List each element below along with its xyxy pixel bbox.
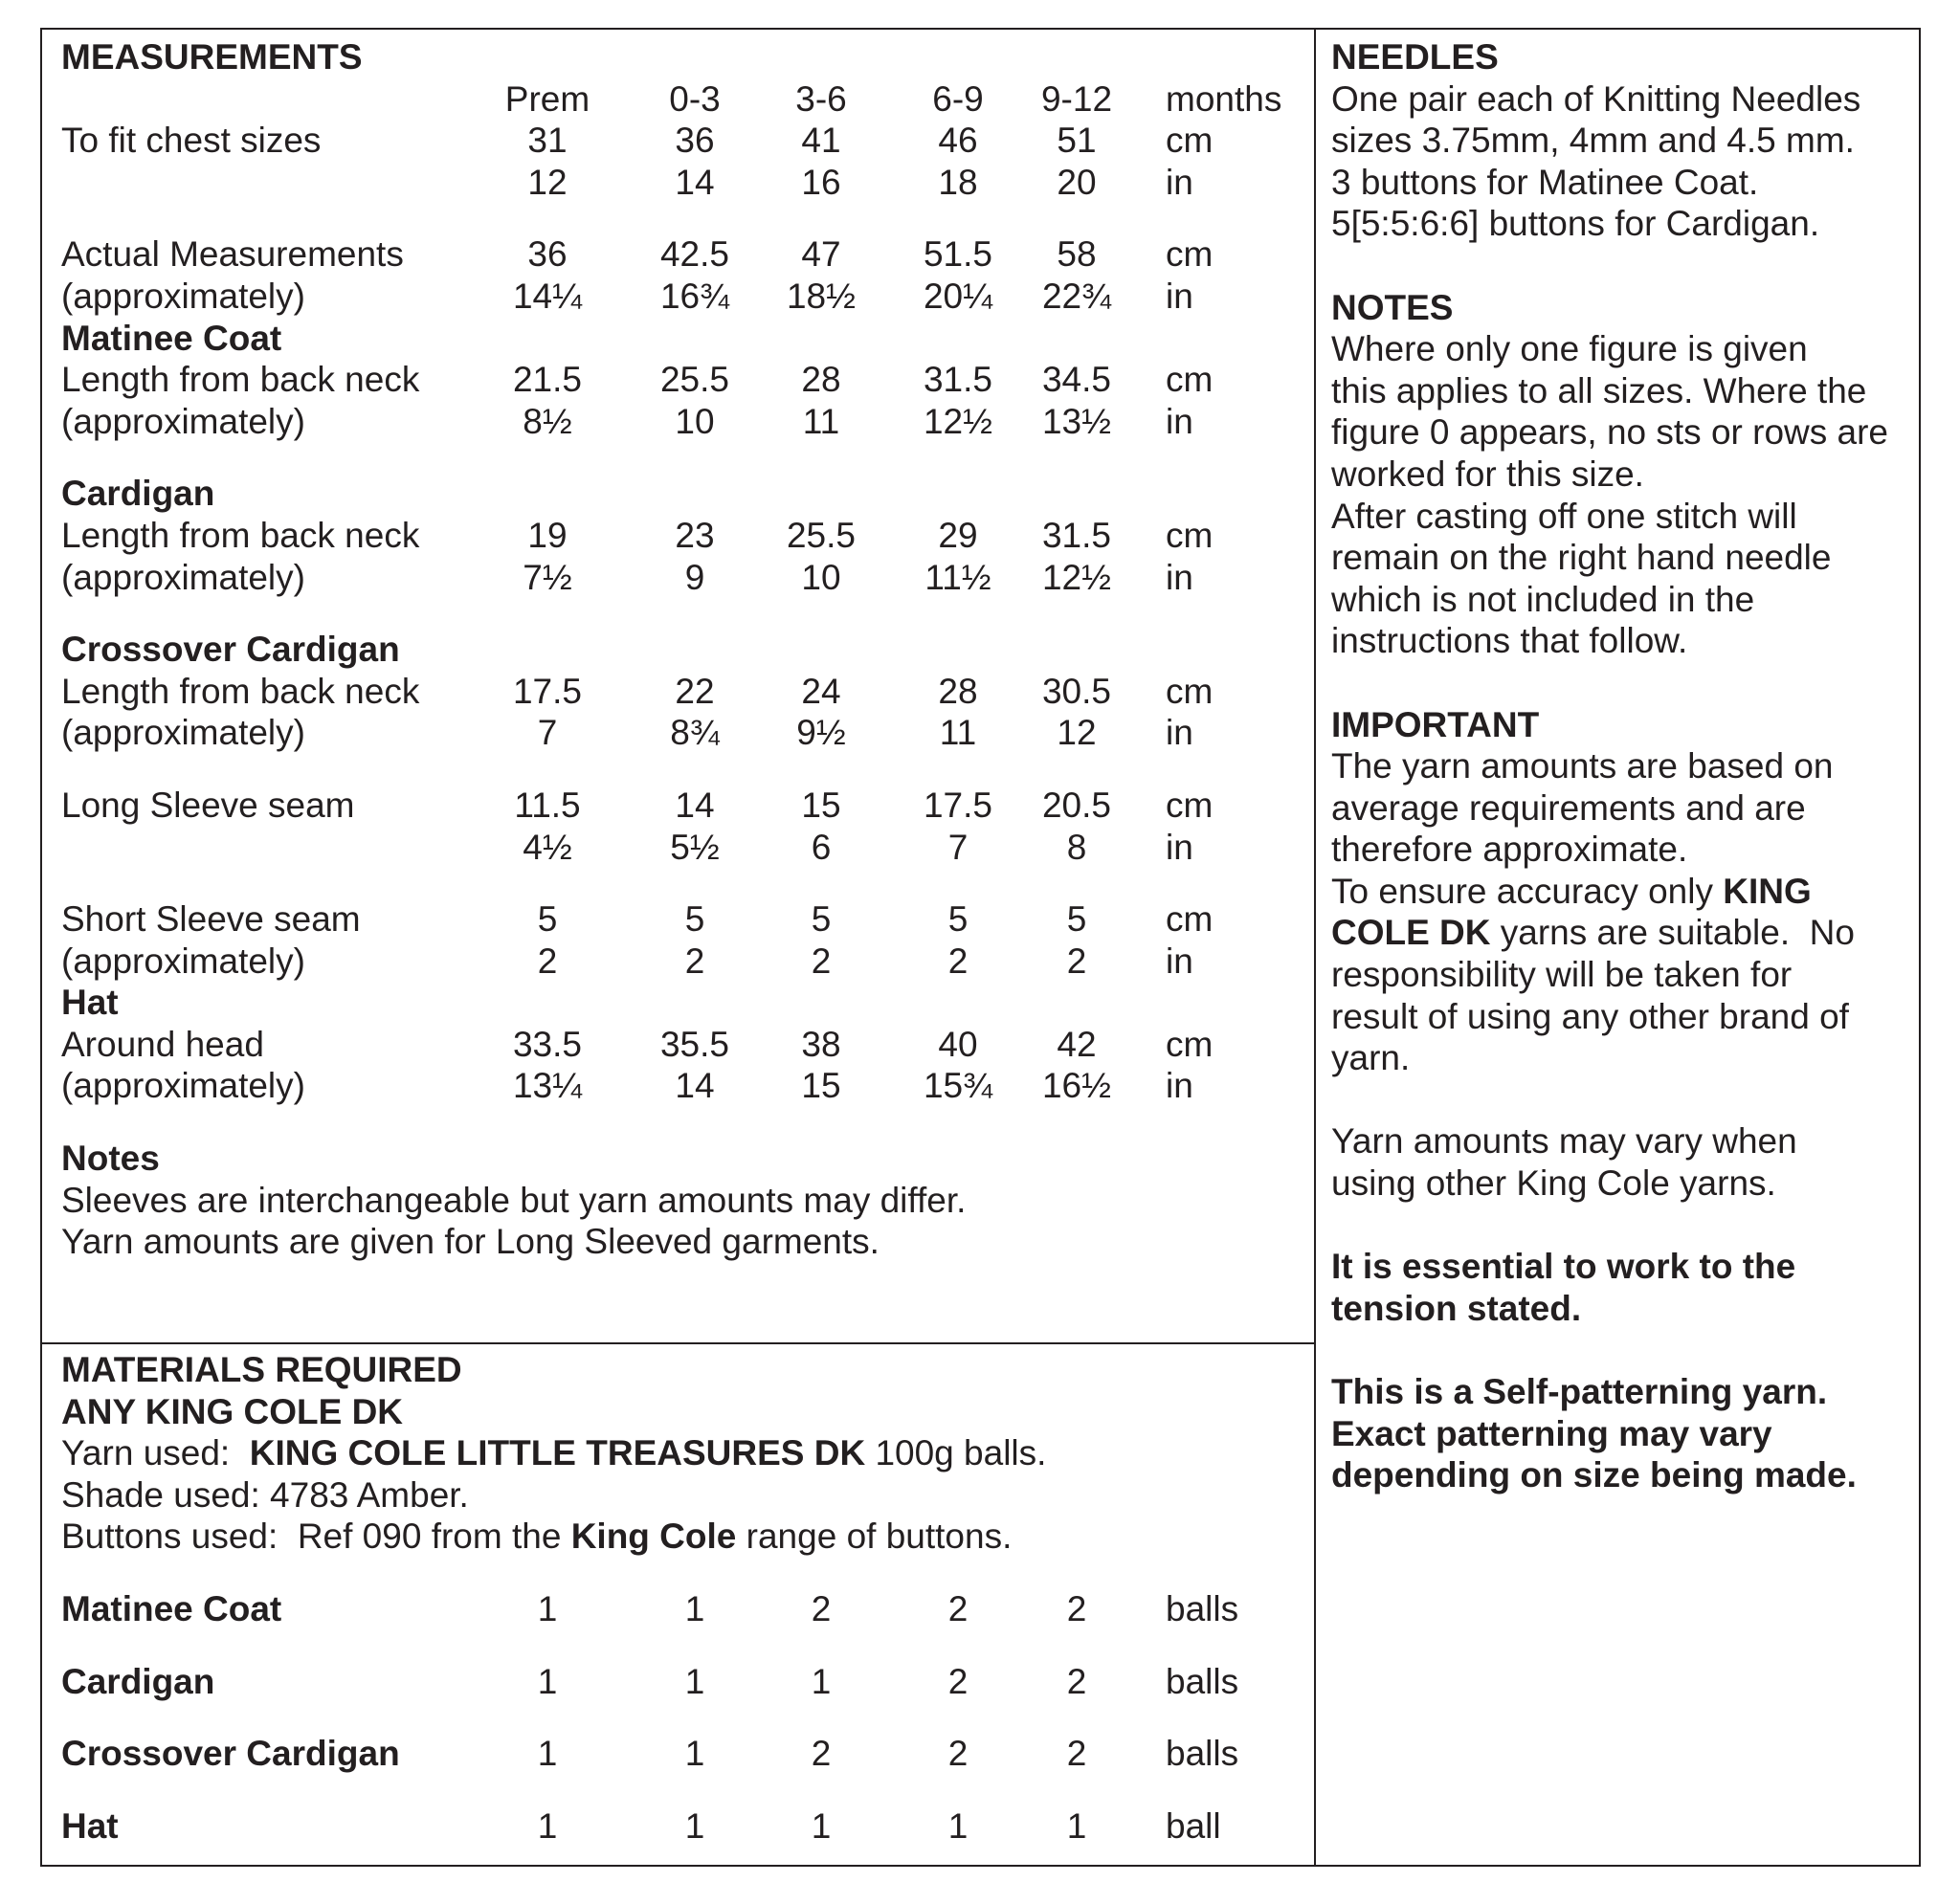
measurement-row [61, 785, 1305, 827]
row-label: Length from back neck [61, 360, 420, 400]
measurement-row [61, 120, 1305, 162]
size-value: 21.5 [512, 360, 582, 400]
row-unit: cm [1166, 671, 1214, 711]
size-value: 6 [811, 827, 832, 867]
tension-line: It is essential to work to the [1331, 1247, 1796, 1287]
size-value: 2 [1066, 941, 1087, 981]
size-value: 7 [537, 713, 558, 753]
measurements-section [61, 36, 1305, 1263]
size-value: 2 [811, 1734, 832, 1774]
block-spacer [61, 598, 1305, 629]
size-value: 1 [684, 1588, 705, 1628]
size-value: 9 [684, 557, 705, 597]
needles-line: sizes 3.75mm, 4mm and 4.5 mm. [1331, 121, 1855, 161]
size-value: 15¾ [923, 1066, 992, 1106]
yarn-amount-row [61, 1588, 1305, 1630]
row-label: Length from back neck [61, 515, 420, 555]
row-label: Length from back neck [61, 671, 420, 711]
size-value: 2 [811, 1588, 832, 1628]
row-label: Around head [61, 1024, 264, 1064]
size-header-row [61, 78, 1305, 121]
size-value: 41 [801, 121, 841, 161]
size-value: 31 [527, 121, 568, 161]
size-value: 1 [684, 1661, 705, 1701]
yarn-used-line [61, 1432, 1305, 1474]
measurement-row [61, 401, 1305, 443]
size-value: 20¼ [923, 276, 992, 316]
self-pattern-line: This is a Self-patterning yarn. [1331, 1372, 1828, 1411]
size-value: 14¼ [512, 276, 582, 316]
size-value: 17.5 [923, 785, 992, 825]
row-unit: in [1166, 557, 1193, 597]
size-value: 16 [801, 162, 841, 202]
measurement-row [61, 712, 1305, 754]
row-label: (approximately) [61, 713, 305, 753]
size-value: 5½ [670, 827, 720, 867]
yarn-vary-line: using other King Cole yarns. [1331, 1163, 1776, 1204]
size-value: 1 [537, 1805, 558, 1846]
size-column-header: Prem [504, 78, 590, 119]
important-heading: IMPORTANT [1331, 704, 1540, 744]
size-value: 13¼ [512, 1066, 582, 1106]
size-value: 7 [947, 827, 969, 867]
size-value: 19 [527, 515, 568, 555]
size-value: 16½ [1041, 1066, 1111, 1106]
needles-heading: NEEDLES [1331, 37, 1499, 77]
measurement-row [61, 671, 1305, 713]
important-line: average requirements and are [1331, 787, 1806, 828]
shade-used-line: Shade used: 4783 Amber. [61, 1474, 469, 1515]
size-value: 33.5 [512, 1024, 582, 1064]
size-value: 1 [947, 1805, 969, 1846]
block-title: Hat [61, 983, 119, 1023]
size-value: 25.5 [786, 515, 856, 555]
size-column-header: 3-6 [795, 78, 847, 119]
accuracy-brand-part: KING [1723, 871, 1812, 911]
size-value: 2 [947, 1734, 969, 1774]
row-label: (approximately) [61, 276, 305, 316]
row-label: (approximately) [61, 557, 305, 597]
size-value: 34.5 [1041, 360, 1111, 400]
yarn-amount-rows [61, 1558, 1305, 1847]
row-label: Crossover Cardigan [61, 1734, 400, 1774]
size-value: 10 [675, 401, 715, 441]
row-label: (approximately) [61, 401, 305, 441]
size-value: 36 [675, 121, 715, 161]
size-value: 9½ [796, 713, 846, 753]
block-spacer [61, 203, 1305, 233]
size-value: 16¾ [659, 276, 729, 316]
size-value: 1 [811, 1805, 832, 1846]
size-value: 1 [684, 1734, 705, 1774]
notes-title: Notes [61, 1139, 160, 1179]
size-value: 2 [1066, 1734, 1087, 1774]
block-title: Crossover Cardigan [61, 630, 400, 670]
self-pattern-line: Exact patterning may vary [1331, 1413, 1772, 1453]
size-value: 18½ [786, 276, 856, 316]
size-value: 58 [1057, 234, 1097, 275]
row-label: To fit chest sizes [61, 121, 322, 161]
size-value: 2 [811, 941, 832, 981]
important-line: result of using any other brand of [1331, 996, 1849, 1036]
size-value: 51 [1057, 121, 1097, 161]
materials-section [61, 1349, 1305, 1847]
size-value: 31.5 [923, 360, 992, 400]
notes-line: Yarn amounts are given for Long Sleeved garments. [61, 1222, 880, 1262]
size-value: 2 [684, 941, 705, 981]
accuracy-prefix: To ensure accuracy only [1331, 871, 1724, 911]
row-unit: in [1166, 401, 1193, 441]
size-value: 12 [1057, 713, 1097, 753]
notes-text-line: figure 0 appears, no sts or rows are [1331, 412, 1889, 453]
size-value: 2 [947, 941, 969, 981]
size-value: 51.5 [923, 234, 992, 275]
measurement-row [61, 1065, 1305, 1107]
buttons-used-prefix: Buttons used: Ref 090 from the [61, 1517, 571, 1557]
yarn-used-suffix: 100g balls. [865, 1433, 1047, 1473]
size-value: 14 [675, 785, 715, 825]
row-label: Short Sleeve seam [61, 899, 361, 940]
important-line: therefore approximate. [1331, 830, 1688, 870]
notes-text-line: this applies to all sizes. Where the [1331, 370, 1867, 410]
row-unit: ball [1166, 1805, 1221, 1846]
row-unit: in [1166, 827, 1193, 867]
block-title: Matinee Coat [61, 318, 282, 358]
yarn-used-name: KING COLE LITTLE TREASURES DK [249, 1433, 866, 1473]
notes-heading: NOTES [1331, 287, 1454, 327]
section-divider [40, 1342, 1316, 1344]
yarn-amount-row [61, 1805, 1305, 1848]
size-unit-header: months [1166, 78, 1282, 119]
size-value: 20.5 [1041, 785, 1111, 825]
size-value: 5 [1066, 899, 1087, 940]
row-label: (approximately) [61, 941, 305, 981]
important-line: The yarn amounts are based on [1331, 746, 1834, 786]
row-label: Matinee Coat [61, 1588, 282, 1628]
size-value: 47 [801, 234, 841, 275]
important-line: yarn. [1331, 1038, 1411, 1078]
size-value: 10 [801, 557, 841, 597]
row-label: (approximately) [61, 1066, 305, 1106]
size-value: 17.5 [512, 671, 582, 711]
tension-line: tension stated. [1331, 1288, 1582, 1328]
row-unit: cm [1166, 234, 1214, 275]
row-label: Cardigan [61, 1661, 215, 1701]
size-value: 20 [1057, 162, 1097, 202]
measurement-row [61, 276, 1305, 318]
size-value: 14 [675, 1066, 715, 1106]
size-value: 40 [938, 1024, 978, 1064]
notes-text-line: Where only one figure is given [1331, 329, 1808, 369]
yarn-amount-row [61, 1661, 1305, 1703]
size-value: 24 [801, 671, 841, 711]
self-pattern-line: depending on size being made. [1331, 1455, 1857, 1495]
materials-heading: MATERIALS REQUIRED [61, 1350, 462, 1389]
size-value: 8 [1066, 827, 1087, 867]
measurement-row [61, 557, 1305, 599]
notes-text-line: worked for this size. [1331, 454, 1644, 494]
size-value: 5 [537, 899, 558, 940]
size-value: 1 [684, 1805, 705, 1846]
notes-text-line: After casting off one stitch will [1331, 496, 1797, 536]
size-value: 1 [1066, 1805, 1087, 1846]
size-value: 12½ [1041, 557, 1111, 597]
needles-line: 5[5:5:6:6] buttons for Cardigan. [1331, 204, 1820, 244]
size-value: 15 [801, 1066, 841, 1106]
notes-line: Sleeves are interchangeable but yarn amounts may differ. [61, 1180, 967, 1220]
measurement-row [61, 162, 1305, 204]
row-unit: in [1166, 941, 1193, 981]
measurement-blocks [61, 120, 1305, 1138]
size-value: 1 [537, 1661, 558, 1701]
material-spacer [61, 1702, 1305, 1733]
buttons-used-line [61, 1516, 1305, 1558]
accuracy-brand-part: COLE DK [1331, 913, 1491, 953]
size-value: 38 [801, 1024, 841, 1064]
measurement-row [61, 941, 1305, 983]
size-value: 11 [939, 713, 977, 753]
size-value: 35.5 [659, 1024, 729, 1064]
size-value: 11½ [924, 557, 991, 597]
size-value: 14 [675, 162, 715, 202]
important-line: responsibility will be taken for [1331, 955, 1793, 995]
size-value: 1 [537, 1588, 558, 1628]
block-spacer [61, 754, 1305, 785]
notes-text-line: which is not included in the [1331, 579, 1755, 619]
size-value: 13½ [1041, 401, 1111, 441]
size-value: 4½ [523, 827, 572, 867]
material-spacer [61, 1775, 1305, 1805]
size-column-header: 6-9 [932, 78, 984, 119]
row-label: Long Sleeve seam [61, 785, 355, 825]
block-spacer [61, 868, 1305, 898]
row-unit: balls [1166, 1734, 1239, 1774]
measurement-row [61, 359, 1305, 401]
accuracy-line [1331, 871, 1915, 913]
materials-subheading: ANY KING COLE DK [61, 1391, 404, 1431]
buttons-used-brand: King Cole [570, 1517, 737, 1557]
row-unit: balls [1166, 1588, 1239, 1628]
needles-line: One pair each of Knitting Needles [1331, 78, 1861, 119]
size-value: 29 [938, 515, 978, 555]
block-spacer [61, 1107, 1305, 1138]
needles-line: 3 buttons for Matinee Coat. [1331, 162, 1759, 202]
yarn-used-prefix: Yarn used: [61, 1433, 250, 1473]
material-spacer [61, 1558, 1305, 1588]
size-value: 42 [1057, 1024, 1097, 1064]
accuracy-line [1331, 912, 1915, 954]
yarn-vary-line: Yarn amounts may vary when [1331, 1121, 1797, 1162]
size-value: 8½ [523, 401, 572, 441]
notes-text-line: remain on the right hand needle [1331, 538, 1832, 578]
size-value: 36 [527, 234, 568, 275]
size-value: 23 [675, 515, 715, 555]
row-unit: cm [1166, 360, 1214, 400]
measurement-row [61, 233, 1305, 276]
material-spacer [61, 1630, 1305, 1661]
row-unit: cm [1166, 515, 1214, 555]
size-value: 1 [811, 1661, 832, 1701]
row-unit: balls [1166, 1661, 1239, 1701]
size-value: 18 [938, 162, 978, 202]
measurement-row [61, 515, 1305, 557]
size-value: 5 [811, 899, 832, 940]
row-unit: in [1166, 1066, 1193, 1106]
row-unit: cm [1166, 899, 1214, 940]
size-value: 22¾ [1041, 276, 1111, 316]
size-value: 2 [947, 1588, 969, 1628]
accuracy-suffix: yarns are suitable. No [1490, 913, 1855, 953]
column-divider [1314, 28, 1316, 1867]
row-unit: in [1166, 713, 1193, 753]
size-value: 7½ [523, 557, 572, 597]
row-unit: in [1166, 162, 1193, 202]
size-value: 12 [527, 162, 568, 202]
measurements-heading: MEASUREMENTS [61, 37, 363, 77]
size-value: 28 [801, 360, 841, 400]
size-column-header: 0-3 [669, 78, 721, 119]
size-value: 31.5 [1041, 515, 1111, 555]
measurement-row [61, 898, 1305, 941]
size-value: 5 [947, 899, 969, 940]
size-value: 1 [537, 1734, 558, 1774]
row-unit: cm [1166, 121, 1214, 161]
size-value: 42.5 [659, 234, 729, 275]
measurement-row [61, 1024, 1305, 1066]
size-value: 2 [947, 1661, 969, 1701]
size-column-header: 9-12 [1040, 78, 1113, 119]
size-value: 12½ [923, 401, 992, 441]
yarn-amount-row [61, 1733, 1305, 1775]
size-value: 2 [1066, 1661, 1087, 1701]
size-value: 30.5 [1041, 671, 1111, 711]
size-value: 25.5 [659, 360, 729, 400]
row-unit: cm [1166, 1024, 1214, 1064]
size-value: 22 [675, 671, 715, 711]
buttons-used-suffix: range of buttons. [736, 1517, 1013, 1557]
size-value: 15 [801, 785, 841, 825]
size-value: 2 [1066, 1588, 1087, 1628]
block-title: Cardigan [61, 474, 215, 514]
block-spacer [61, 442, 1305, 473]
measurement-row [61, 827, 1305, 869]
size-value: 5 [684, 899, 705, 940]
size-value: 11 [802, 401, 840, 441]
row-unit: cm [1166, 785, 1214, 825]
row-unit: in [1166, 276, 1193, 316]
notes-text-line: instructions that follow. [1331, 621, 1688, 661]
size-value: 46 [938, 121, 978, 161]
row-label: Hat [61, 1805, 119, 1846]
size-value: 28 [938, 671, 978, 711]
size-value: 2 [537, 941, 558, 981]
size-value: 11.5 [514, 785, 581, 825]
row-label: Actual Measurements [61, 234, 404, 275]
right-column [1331, 36, 1915, 1496]
size-value: 8¾ [670, 713, 720, 753]
